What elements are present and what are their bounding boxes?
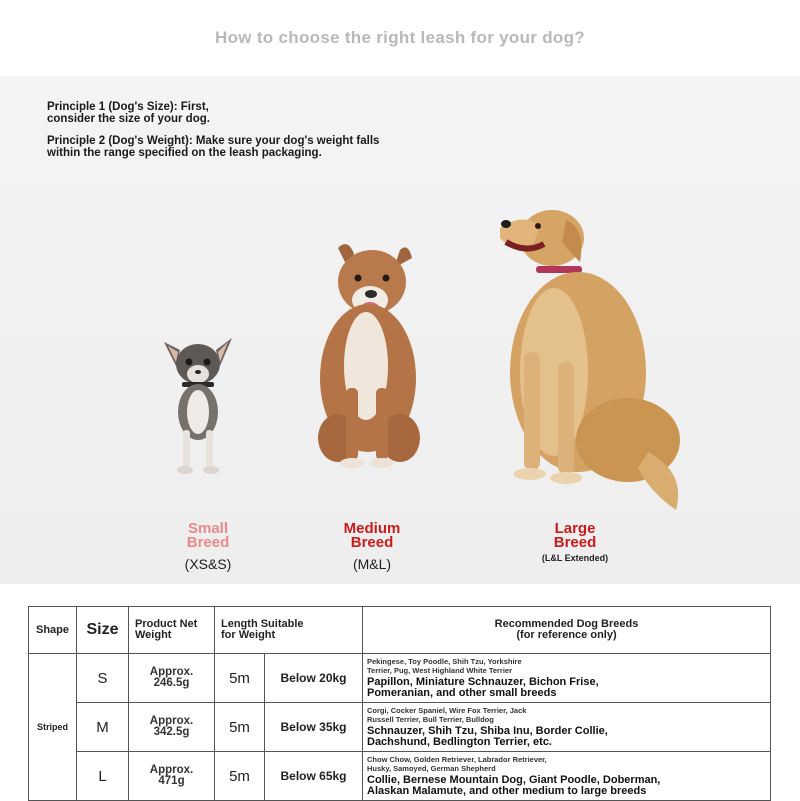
- small-dog-image: [158, 330, 238, 476]
- breeds-small-text: Corgi, Cocker Spaniel, Wire Fox Terrier, Jack Russell Terrier, Bull Terrier, Bulldog: [367, 706, 527, 724]
- weight-cell: Approx. 246.5g: [129, 654, 215, 703]
- recommended-breeds-cell: [363, 654, 771, 703]
- medium-dog-image: [308, 238, 430, 470]
- breeds-small-text: Chow Chow, Golden Retriever, Labrador Retriever, Husky, Samoyed, German Shepherd: [367, 755, 547, 773]
- breeds-big-text: Schnauzer, Shih Tzu, Shiba Inu, Border Collie, Dachshund, Bedlington Terrier, etc.: [367, 725, 608, 748]
- weight-limit-cell: Below 20kg: [265, 654, 363, 703]
- small-breed-size: (XS&S): [184, 556, 232, 572]
- weight-limit-cell: Below 65kg: [265, 752, 363, 801]
- large-breed-size: (L&L Extended): [541, 553, 609, 563]
- header-shape: Shape: [29, 607, 77, 654]
- small-breed-name: Small Breed: [186, 520, 230, 551]
- recommended-breeds-cell: [363, 703, 771, 752]
- weight-limit-cell: Below 35kg: [265, 703, 363, 752]
- header-size: Size: [77, 607, 129, 654]
- illustration-panel: [0, 76, 800, 584]
- large-breed-label: [520, 522, 630, 563]
- length-cell: 5m: [215, 654, 265, 703]
- breeds-big-text: Papillon, Miniature Schnauzer, Bichon Frise, Pomeranian, and other small breeds: [367, 676, 599, 699]
- table-row: [29, 703, 771, 752]
- header-length: Length Suitable for Weight: [215, 607, 363, 654]
- recommended-breeds-cell: [363, 752, 771, 801]
- table-header-row: [29, 607, 771, 654]
- size-cell: M: [77, 703, 129, 752]
- large-breed-name: Large Breed: [553, 520, 597, 551]
- length-cell: 5m: [215, 752, 265, 801]
- weight-cell: Approx. 342.5g: [129, 703, 215, 752]
- principle-size: Principle 1 (Dog's Size): First, consider the size of your dog.: [47, 101, 210, 125]
- weight-cell: Approx. 471g: [129, 752, 215, 801]
- breeds-small-text: Pekingese, Toy Poodle, Shih Tzu, Yorkshire Terrier, Pug, West Highland White Terrier: [367, 657, 522, 675]
- length-cell: 5m: [215, 703, 265, 752]
- title-bar: [0, 0, 800, 76]
- small-breed-label: [158, 522, 258, 572]
- size-cell: S: [77, 654, 129, 703]
- medium-breed-size: (M&L): [352, 556, 392, 572]
- header-recommended: Recommended Dog Breeds (for reference only): [363, 607, 771, 654]
- table-row: [29, 654, 771, 703]
- table-row: [29, 752, 771, 801]
- header-weight: Product Net Weight: [129, 607, 215, 654]
- medium-breed-label: [322, 522, 422, 572]
- breeds-big-text: Collie, Bernese Mountain Dog, Giant Poodle, Doberman, Alaskan Malamute, and other medium to large breeds: [367, 774, 661, 797]
- size-cell: L: [77, 752, 129, 801]
- principle-weight: Principle 2 (Dog's Weight): Make sure your dog's weight falls within the range specified on the leash packaging.: [47, 135, 380, 159]
- shape-value: Striped: [29, 654, 77, 801]
- page-title: How to choose the right leash for your dog?: [215, 28, 585, 47]
- large-dog-image: [500, 202, 690, 514]
- leash-size-table: [28, 606, 771, 801]
- medium-breed-name: Medium Breed: [343, 520, 401, 551]
